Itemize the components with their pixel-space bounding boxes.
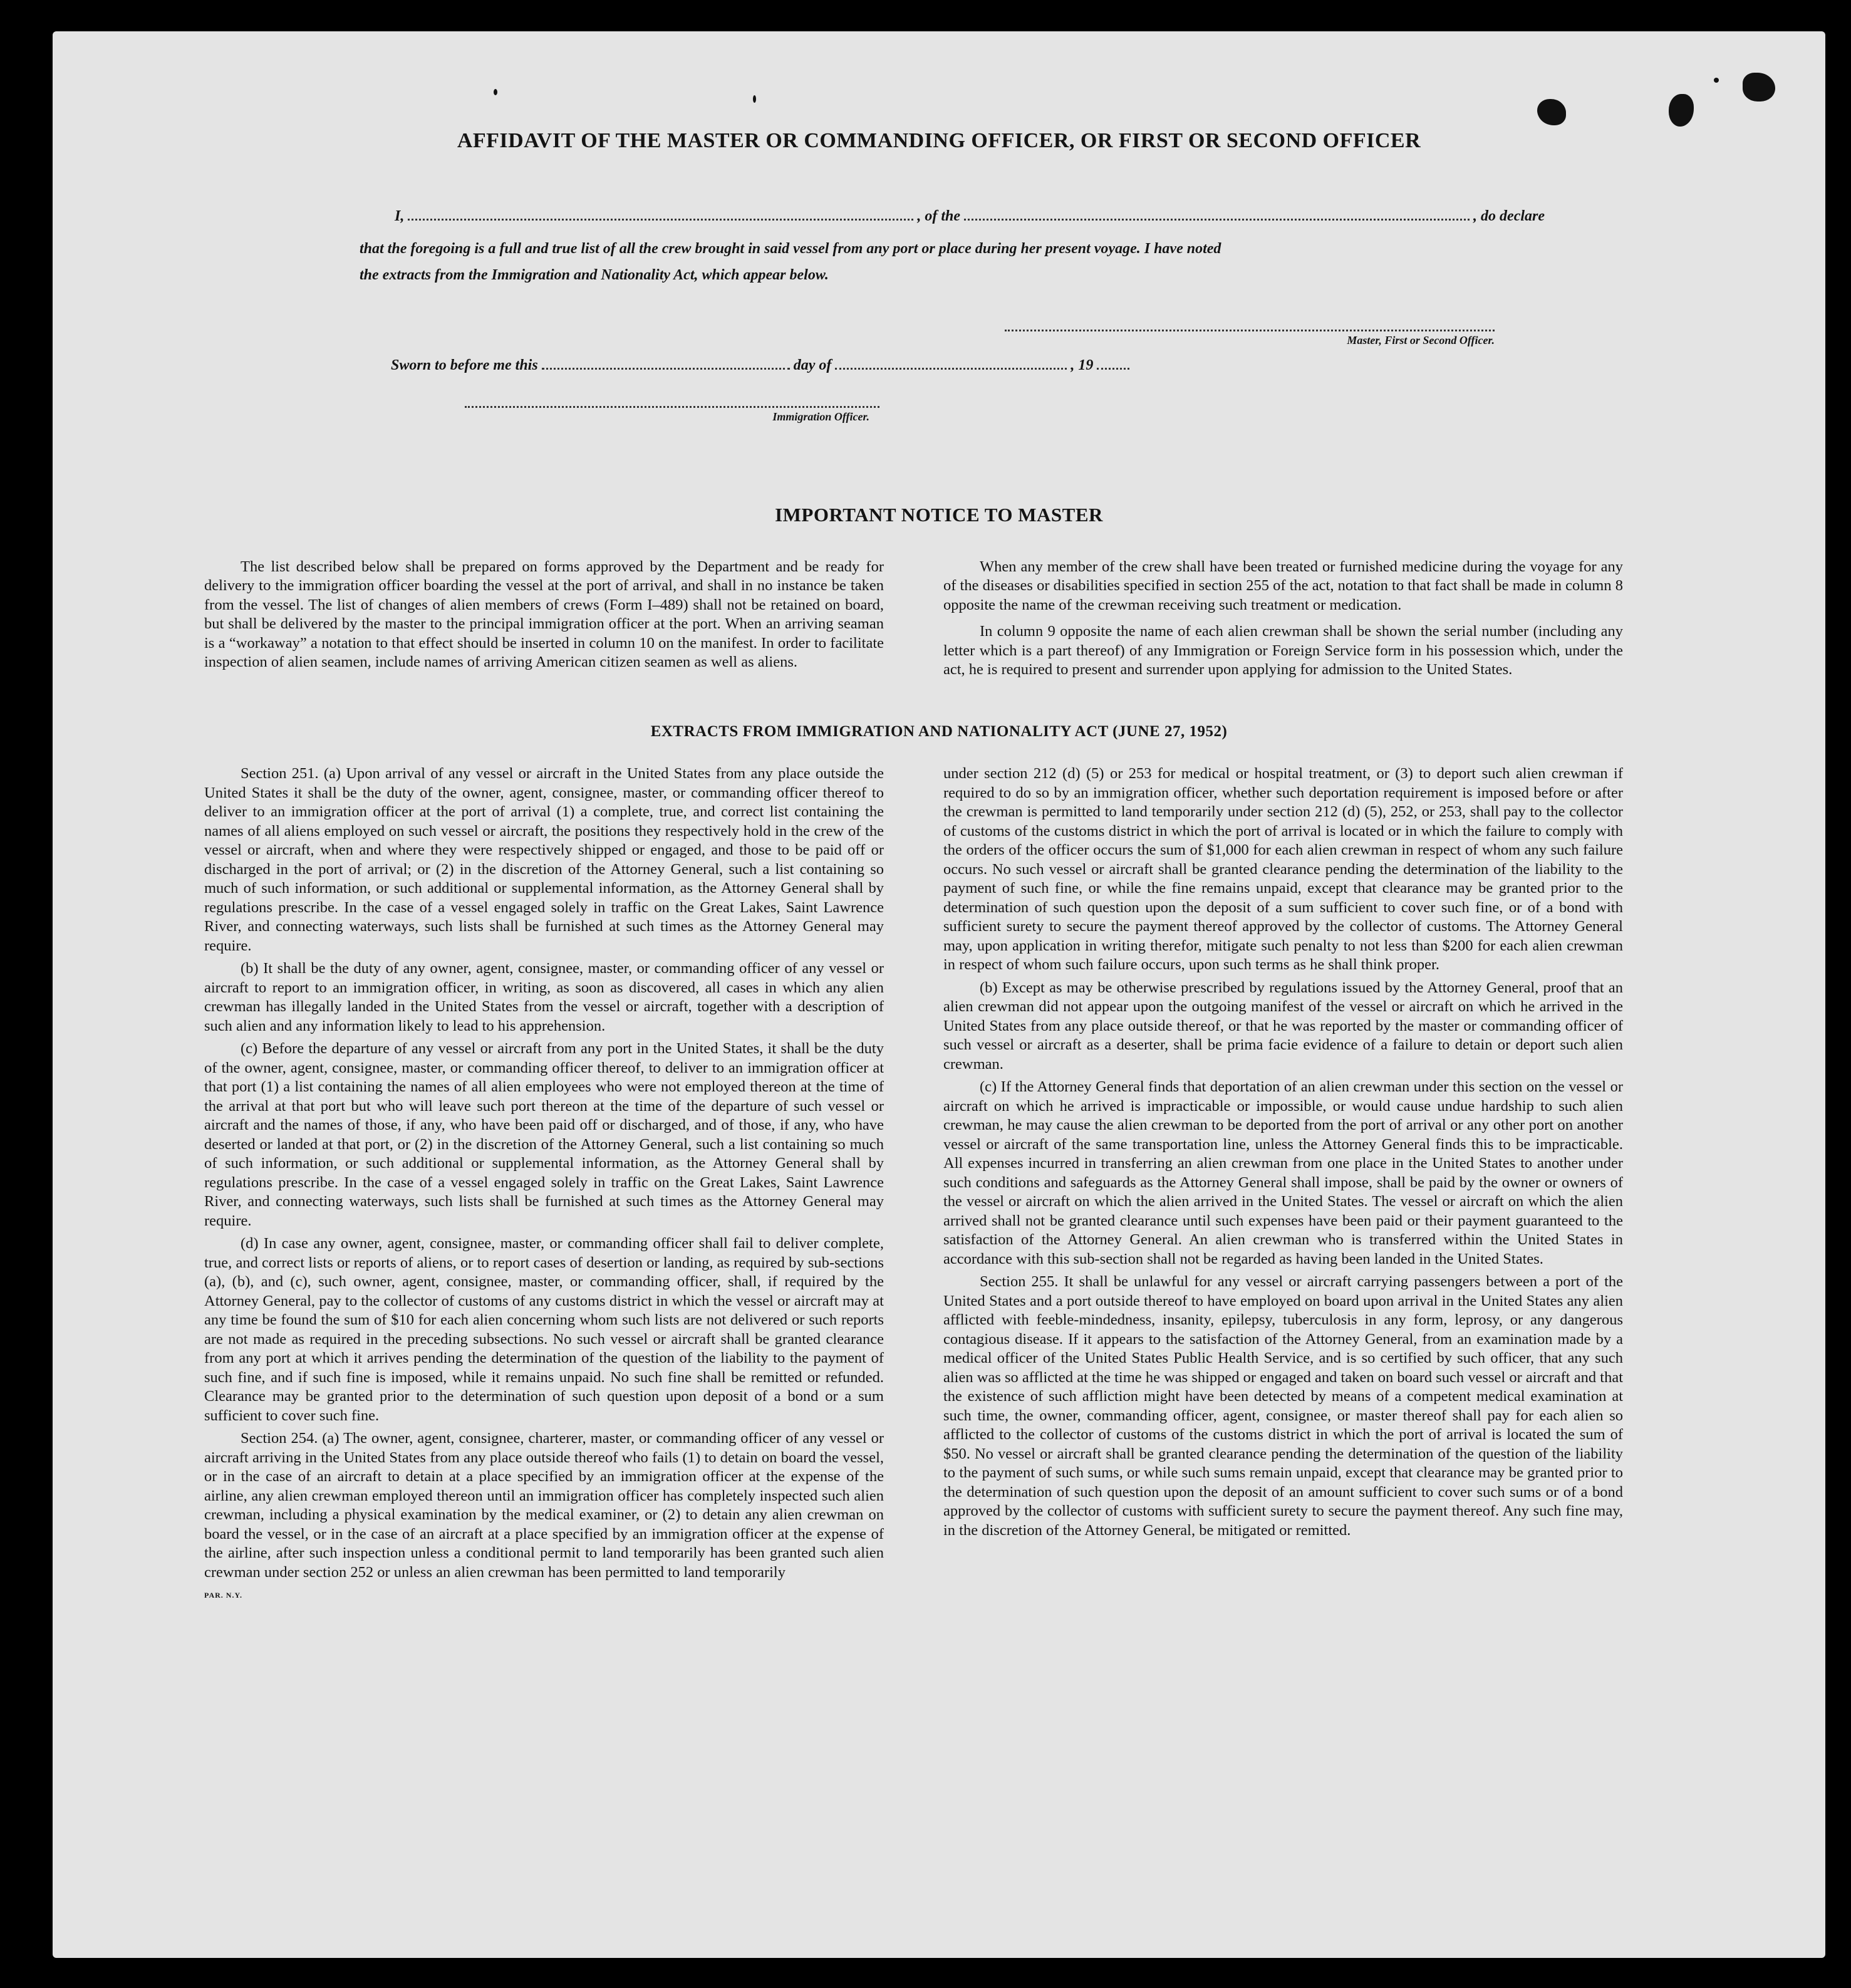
ink-speck — [494, 89, 497, 95]
sworn-year-field[interactable] — [1097, 368, 1129, 370]
master-signature-block — [1005, 330, 1495, 347]
section-251a: Section 251. (a) Upon arrival of any vessel or aircraft in the United States from any place outside the United States it shall be the duty of the owner, agent, consignee, master, or commanding officer thereof to deliver to an immigration officer at the port of arrival (1) a complete, true, and correct list containing the names of all aliens employed on such vessel or aircraft, the positions they respectively hold in the crew of the vessel or aircraft, when and where they were respectively shipped or engaged, and those to be paid off or discharged in the port of arrival; or (2) in the discretion of the Attorney General, such a list containing so much of such information, or such additional or supplemental information, as the Attorney General shall by regulations prescribe. In the case of a vessel engaged solely in traffic on the Great Lakes, Saint Lawrence River, and connecting waterways, such lists shall be furnished at such times as the Attorney General may require. — [204, 765, 884, 954]
section-254a: Section 254. (a) The owner, agent, consignee, charterer, master, or commanding officer of any vessel or aircraft arriving in the United States from any place outside thereof who fails (1) to detain on board the vessel, or in the case of an aircraft to detain at a place specified by an immigration officer at the expense of the airline, any alien crewman employed thereon until an immigration officer has completely inspected such alien crewman, including a physical examination by the medical examiner, or (2) to detain any alien crewman on board the vessel, or in the case of an aircraft at a place specified by an immigration officer at the expense of the airline, after such inspection unless a conditional permit to land temporarily has been granted such alien crewman under section 252 or unless an alien crewman has been permitted to land temporarily — [204, 1430, 884, 1581]
affidavit-title: AFFIDAVIT OF THE MASTER OR COMMANDING OFFICER, OR FIRST OR SECOND OFFICER — [457, 129, 1421, 152]
i-label: I, — [395, 208, 405, 224]
declarant-line — [395, 208, 1545, 225]
ink-blot — [1743, 73, 1775, 101]
sworn-day-field[interactable] — [542, 368, 790, 370]
ink-blot — [1669, 94, 1694, 127]
do-declare-label: , do declare — [1473, 208, 1545, 224]
officer-signature-line[interactable] — [465, 406, 879, 408]
officer-signature-label: Immigration Officer. — [772, 410, 869, 423]
extracts-title: EXTRACTS FROM IMMIGRATION AND NATIONALITY ACT (JUNE 27, 1952) — [650, 723, 1228, 740]
section-254b: (b) Except as may be otherwise prescribed by regulations issued by the Attorney General, proof that an alien crewman did not appear upon the outgoing manifest of the vessel or aircraft on which he arrived in the United States from any place outside thereof, or that he was reported by the master or commanding officer of such vessel or aircraft as a deserter, shall be prima facie evidence of a failure to detain or deport such alien crewman. — [943, 979, 1623, 1073]
printer-mark: PAR. N.Y. — [204, 1591, 243, 1600]
master-signature-line[interactable] — [1005, 330, 1495, 331]
section-251d: (d) In case any owner, agent, consignee, master, or commanding officer shall fail to deliver complete, true, and correct lists or reports of aliens, or to report cases of desertion or landing, as required by sub-sections (a), (b), and (c), such owner, agent, consignee, master, or commanding officer, shall, if required by the Attorney General, pay to the collector of customs of any customs district in which the vessel or aircraft may at any time be found the sum of $10 for each alien concerning whom such lists are not delivered or such reports are not made as required in the preceding subsections. No such vessel or aircraft shall be granted clearance from any port at which it arrives pending the determination of the question of the liability to the payment of such fine, and if such fine is imposed, while it remains unpaid. No such fine shall be remitted or refunded. Clearance may be granted prior to the determination of such question upon deposit of a bond or a sum sufficient to cover such fine. — [204, 1235, 884, 1424]
notice-left-paragraph: The list described below shall be prepared on forms approved by the Department and be ready for delivery to the immigration officer boarding the vessel at the port of arrival, and shall in no instance be taken from the vessel. The list of changes of alien members of crews (Form I–489) shall not be retained on board, but shall be delivered by the master to the principal immigration officer at the port. When an arriving seaman is a “workaway” a notation to that effect should be inserted in column 10 on the manifest. In order to facilitate inspection of alien seamen, include names of arriving American citizen seamen as well as aliens. — [204, 558, 884, 671]
of-the-label: , of the — [917, 208, 961, 224]
declarant-name-field[interactable] — [408, 219, 913, 221]
day-of-label: day of — [793, 357, 832, 373]
notice-right-paragraph-1: When any member of the crew shall have been treated or furnished medicine during the voyage for any of the diseases or disabilities specified in section 255 of the act, notation to that fact shall be made in column 8 opposite the name of the crewman receiving such treatment or medication. — [943, 558, 1623, 613]
section-251b: (b) It shall be the duty of any owner, agent, consignee, master, or commanding officer of any vessel or aircraft to report to an immigration officer, in writing, as soon as discovered, all cases in which any alien crewman has illegally landed in the United States from the vessel or aircraft, together with a description of such alien and any information likely to lead to his apprehension. — [204, 960, 884, 1034]
document-page — [53, 31, 1825, 1958]
section-255: Section 255. It shall be unlawful for any vessel or aircraft carrying passengers between a port of the United States and a port outside thereof to have employed on board upon arrival in the United States any alien afflicted with feeble-mindedness, insanity, epilepsy, tuberculosis in any form, leprosy, or any dangerous contagious disease. If it appears to the satisfaction of the Attorney General, from an examination made by a medical officer of the United States Public Health Service, and is so certified by such officer, that any such alien was so afflicted at the time he was shipped or engaged and taken on board such vessel or aircraft and that the existence of such affliction might have been detected by means of a competent medical examination at such time, the owner, commanding officer, agent, consignee, or master thereof shall pay for each alien so afflicted to the collector of customs of the customs district in which the port of arrival is located the sum of $50. No vessel or aircraft shall be granted clearance pending the determination of the question of the liability to the payment of such sums, or while such sums remain unpaid, except that clearance may be granted prior to the determination of such question upon the deposit of an amount sufficient to cover such sums or of a bond approved by the collector of customs with sufficient surety to secure the payment thereof. Any such fine may, in the discretion of the Attorney General, be mitigated or remitted. — [943, 1273, 1623, 1539]
statement-line-1: that the foregoing is a full and true list of all the crew brought in said vessel from any port or place during her present voyage. I have noted — [360, 241, 1221, 257]
extracts-left-column — [204, 764, 884, 1605]
notice-right-column — [943, 558, 1623, 683]
vessel-name-field[interactable] — [964, 219, 1470, 221]
section-251c: (c) Before the departure of any vessel or aircraft from any port in the United States, it shall be the duty of the owner, agent, consignee, master, or commanding officer thereof, to deliver to an immigration officer at that port (1) a list containing the names of all alien employees who were not employed thereon at the time of the arrival at that port but who will leave such port thereon at the time of the departure of such vessel or aircraft and the names of those, if any, who have been paid off or discharged, and of those, if any, who have deserted or landed at that port, or (2) in the discretion of the Attorney General, such a list containing so much of such information, or such additional or supplemental information, as the Attorney General shall by regulations prescribe. In the case of a vessel engaged solely in traffic on the Great Lakes, Saint Lawrence River, and connecting waterways, such lists shall be furnished at such times as the Attorney General may require. — [204, 1040, 884, 1229]
ink-speck — [1714, 78, 1719, 83]
notice-right-paragraph-2: In column 9 opposite the name of each alien crewman shall be shown the serial number (including any letter which is a part thereof) of any Immigration or Foreign Service form in his possession which, under the act, he is required to present and surrender upon applying for admission to the United States. — [943, 623, 1623, 679]
ink-speck — [753, 95, 756, 103]
section-254c: (c) If the Attorney General finds that deportation of an alien crewman under this section on the vessel or aircraft on which he arrived is impracticable or impossible, or would cause undue hardship to such alien crewman, he may cause the alien crewman to be deported from the port of arrival or any other port on another vessel or aircraft of the same transportation line, unless the Attorney General finds this to be impracticable. All expenses incurred in transferring an alien crewman from one place in the United States to another under such conditions and safeguards as the Attorney General shall impose, shall be paid by the owner or owners of the vessel or aircraft on which the alien arrived in the United States. The vessel or aircraft on which the alien arrived shall not be granted clearance until such expenses have been paid or their payment guaranteed to the satisfaction of the Attorney General. An alien crewman who is transferred within the United States in accordance with this sub-section shall not be regarded as having been landed in the United States. — [943, 1078, 1623, 1267]
sworn-month-field[interactable] — [835, 368, 1067, 370]
notice-left-column — [204, 558, 884, 675]
master-signature-label: Master, First or Second Officer. — [1347, 334, 1495, 346]
statement-line-2: the extracts from the Immigration and Nationality Act, which appear below. — [360, 267, 829, 283]
sworn-label: Sworn to before me this — [391, 357, 538, 373]
officer-signature-block — [465, 406, 879, 424]
year-prefix: , 19 — [1071, 357, 1094, 373]
ink-blot — [1537, 99, 1566, 125]
extracts-right-column — [943, 764, 1623, 1544]
sworn-line — [391, 357, 1280, 374]
section-254a-continued: under section 212 (d) (5) or 253 for medical or hospital treatment, or (3) to deport such alien crewman if required to do so by an immigration officer, whether such deportation requirement is imposed before or after the crewman is permitted to land temporarily under section 212 (d) (5), 252, or 253, shall pay to the collector of customs of the customs district in which the port of arrival is located or in which the failure to comply with the orders of the officer occurs the sum of $1,000 for each alien crewman in respect of whom any such failure occurs. No such vessel or aircraft shall be granted clearance pending the determination of the liability to the payment of such fine, or while the fine remains unpaid, except that clearance may be granted prior to the determination of such question upon the deposit of a sum sufficient to cover such fine, or of a bond with sufficient surety to secure the payment thereof approved by the collector of customs. The Attorney General may, upon application in writing therefor, mitigate such penalty to not less than $200 for each alien crewman in respect of whom such failure occurs, upon such terms as he shall think proper. — [943, 765, 1623, 973]
declaration-statement — [360, 236, 1550, 288]
notice-title: IMPORTANT NOTICE TO MASTER — [775, 504, 1103, 526]
